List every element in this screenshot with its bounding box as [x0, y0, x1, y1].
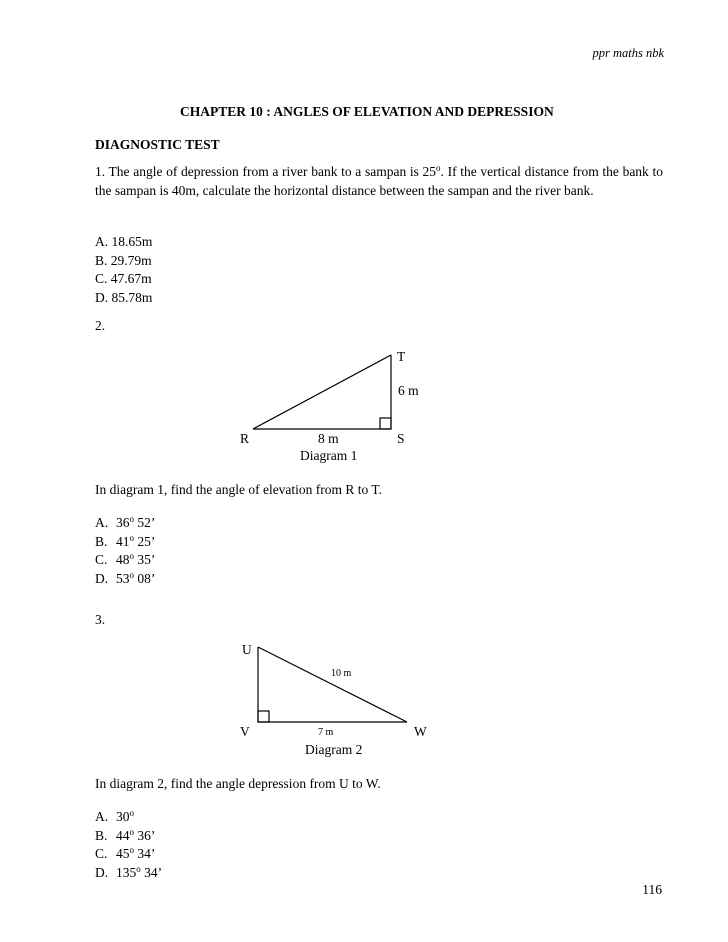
- page-number: 116: [642, 882, 662, 897]
- label-v: V: [240, 724, 250, 739]
- label-6m: 6 m: [398, 383, 419, 398]
- question-2-text: In diagram 1, find the angle of elevation from R to T.: [95, 482, 383, 497]
- question-1-text: 1. The angle of depression from a river bank to a sampan is 25$^o$. If the vertical distance from the bank to the sampan is 40m, calculate the horizontal distance between the sampan and the river bank.: [95, 163, 663, 198]
- label-r: R: [240, 431, 250, 446]
- option: B. 44$^o$ 36’: [95, 826, 156, 843]
- label-t: T: [397, 349, 406, 364]
- option: D. 135$^o$ 34’: [95, 863, 163, 880]
- section-title: DIAGNOSTIC TEST: [95, 137, 220, 152]
- right-angle-marker: [258, 711, 269, 722]
- label-w: W: [414, 724, 427, 739]
- label-u: U: [242, 642, 252, 657]
- side-uw: [258, 647, 407, 722]
- option: D. 85.78m: [95, 289, 153, 305]
- header-label: ppr maths nbk: [592, 46, 664, 60]
- diagram-1-caption: Diagram 1: [300, 448, 358, 463]
- option: C. 45$^o$ 34’: [95, 845, 156, 861]
- question-3-options: [95, 808, 162, 882]
- option: A. 36$^o$ 52’: [95, 514, 156, 530]
- option: B. 41$^o$ 25’: [95, 532, 156, 549]
- label-8m: 8 m: [318, 431, 339, 446]
- question-2-number: 2.: [95, 318, 106, 333]
- label-s: S: [397, 431, 405, 446]
- option: D. 53$^o$ 08’: [95, 569, 156, 586]
- option: C. 47.67m: [95, 271, 152, 286]
- option: C. 48$^o$ 35’: [95, 551, 156, 567]
- question-3-number: 3.: [95, 612, 106, 627]
- option: A. 18.65m: [95, 234, 153, 249]
- label-7m: 7 m: [318, 727, 334, 738]
- option: A. 30$^o$: [95, 808, 134, 824]
- chapter-title: CHAPTER 10 : ANGLES OF ELEVATION AND DEPRESSION: [180, 104, 554, 119]
- option: B. 29.79m: [95, 252, 152, 268]
- diagram-2-caption: Diagram 2: [305, 742, 363, 757]
- label-10m: 10 m: [331, 668, 352, 679]
- question-3-text: In diagram 2, find the angle depression from U to W.: [95, 776, 381, 791]
